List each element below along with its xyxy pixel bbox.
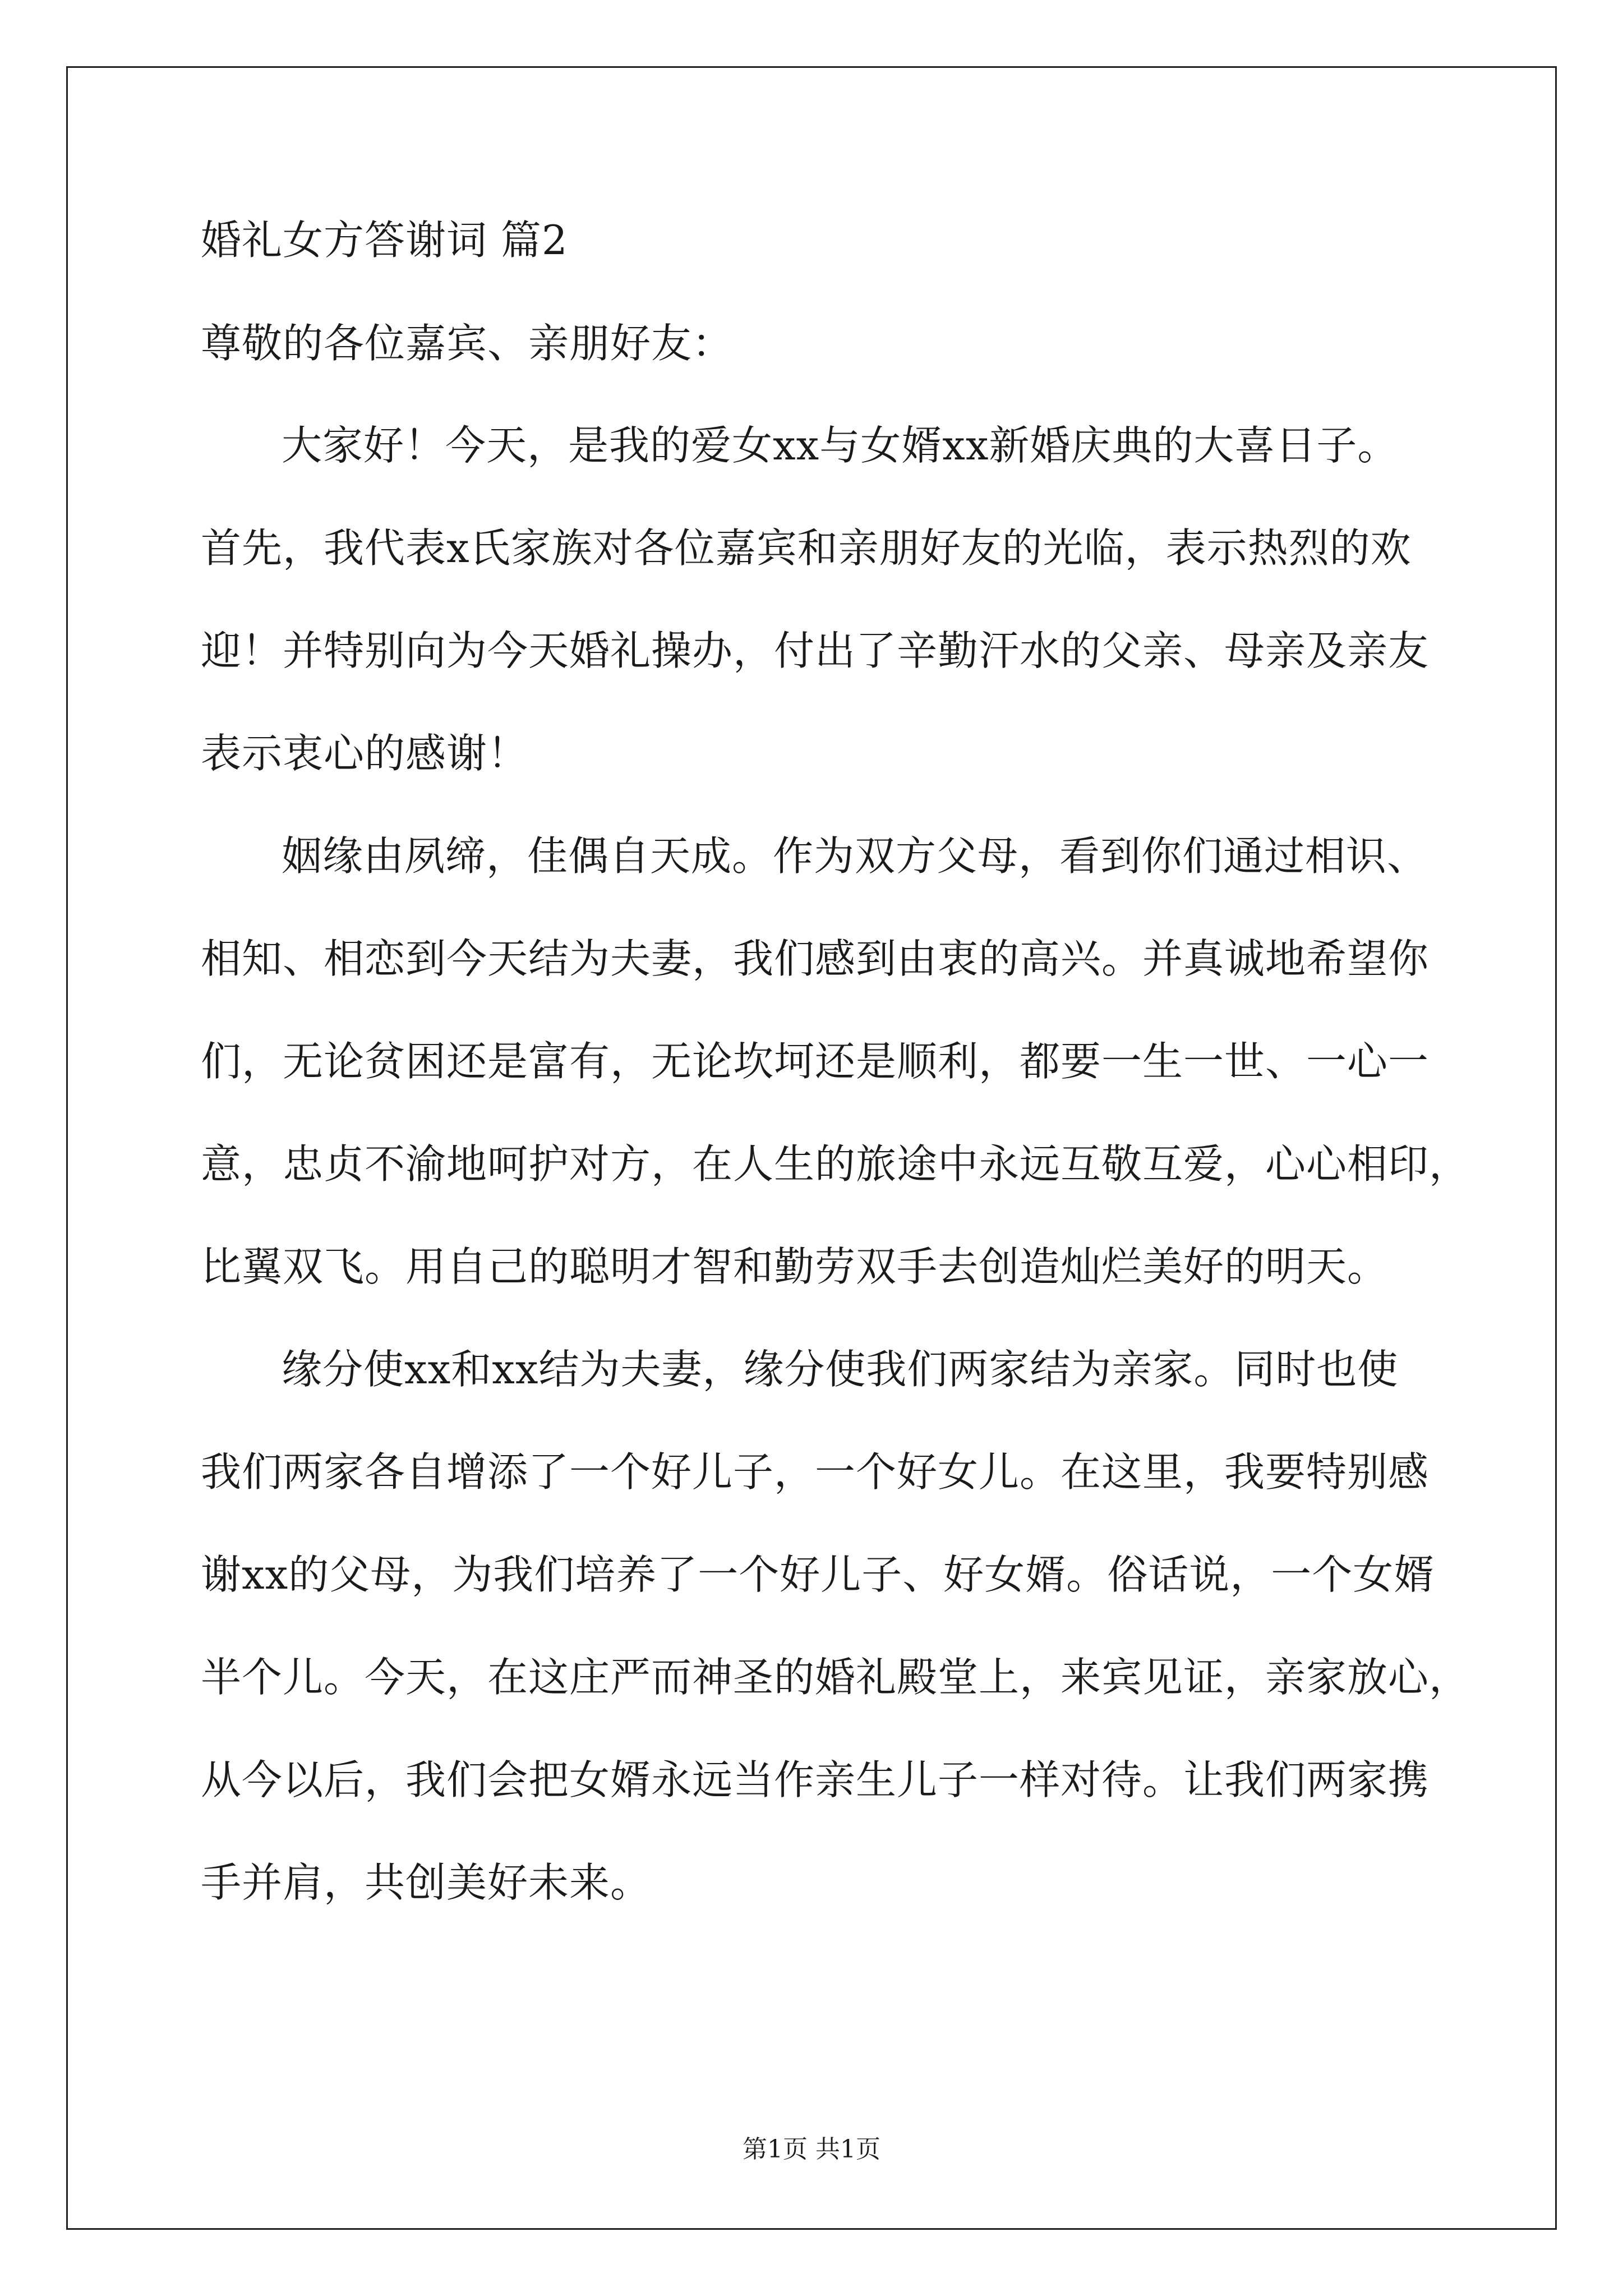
paragraph-2-line-1: 姻缘由夙缔，佳偶自天成。作为双方父母，看到你们通过相识、 [282, 832, 1428, 880]
paragraph-3-line-5: 从今以后，我们会把女婿永远当作亲生儿子一样对待。让我们两家携 [201, 1756, 1430, 1803]
paragraph-1-line-4: 表示衷心的感谢！ [201, 730, 529, 777]
document-title: 婚礼女方答谢词 篇2 [201, 217, 568, 264]
paragraph-2-line-5: 比翼双飞。用自己的聪明才智和勤劳双手去创造灿烂美好的明天。 [201, 1243, 1389, 1290]
paragraph-3-line-4: 半个儿。今天，在这庄严而神圣的婚礼殿堂上，来宾见证，亲家放心， [201, 1654, 1470, 1701]
paragraph-1-line-1: 大家好！今天，是我的爱女xx与女婿xx新婚庆典的大喜日子。 [282, 422, 1399, 469]
paragraph-3-line-2: 我们两家各自增添了一个好儿子，一个好女儿。在这里，我要特别感 [201, 1448, 1430, 1496]
paragraph-1-line-2: 首先，我代表x氏家族对各位嘉宾和亲朋好友的光临，表示热烈的欢 [201, 524, 1412, 572]
paragraph-1-line-3: 迎！并特别向为今天婚礼操办，付出了辛勤汗水的父亲、母亲及亲友 [201, 627, 1430, 674]
paragraph-2-line-4: 意，忠贞不渝地呵护对方，在人生的旅途中永远互敬互爱，心心相印， [201, 1140, 1470, 1188]
paragraph-2-line-3: 们，无论贫困还是富有，无论坎坷还是顺利，都要一生一世、一心一 [201, 1038, 1430, 1085]
paragraph-3-line-1: 缘分使xx和xx结为夫妻，缘分使我们两家结为亲家。同时也使 [282, 1346, 1399, 1393]
paragraph-2-line-2: 相知、相恋到今天结为夫妻，我们感到由衷的高兴。并真诚地希望你 [201, 935, 1430, 982]
paragraph-3-line-6: 手并肩，共创美好未来。 [201, 1859, 652, 1906]
paragraph-3-line-3: 谢xx的父母，为我们培养了一个好儿子、好女婿。俗话说，一个女婿 [201, 1551, 1435, 1598]
page-footer: 第1页 共1页 [743, 2135, 880, 2164]
salutation: 尊敬的各位嘉宾、亲朋好友： [201, 320, 734, 367]
